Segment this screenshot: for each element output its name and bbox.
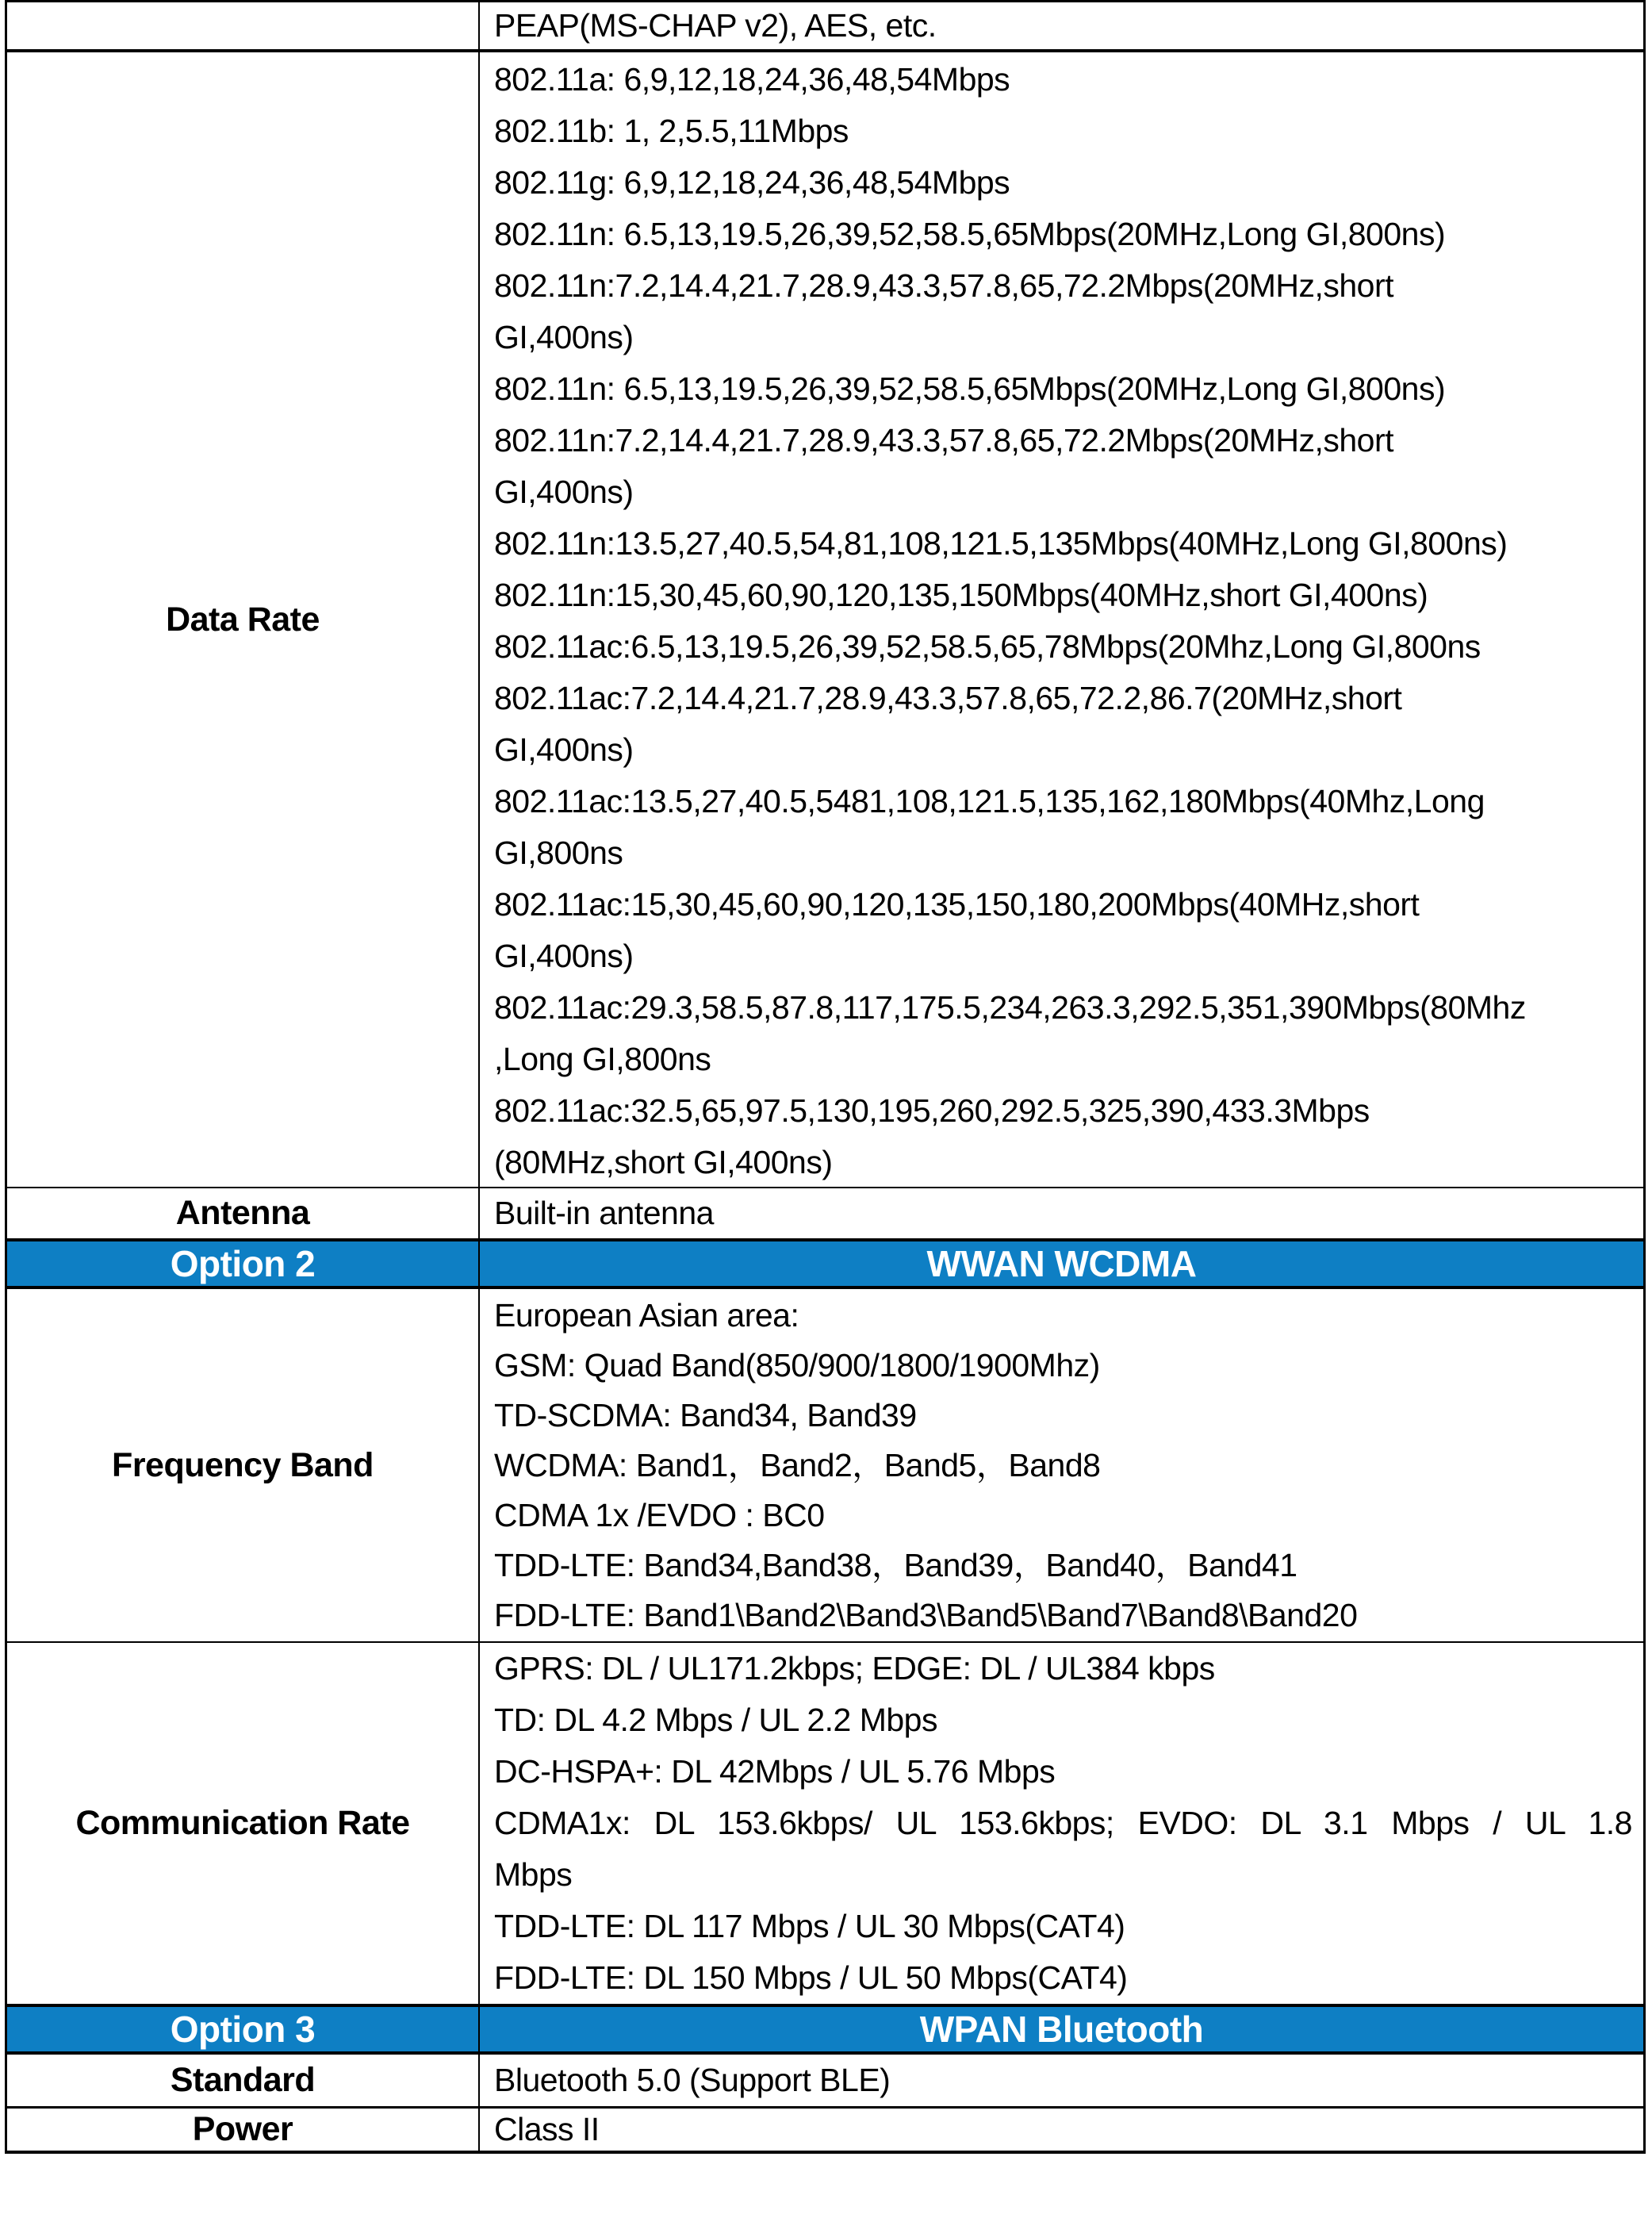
security-row — [7, 2, 1643, 52]
data-rate-line: 802.11n:7.2,14.4,21.7,28.9,43.3,57.8,65,72.2Mbps(20MHz,short — [494, 422, 1393, 459]
data-rate-line: 802.11n: 6.5,13,19.5,26,39,52,58.5,65Mbps(20MHz,Long GI,800ns) — [494, 370, 1446, 407]
frequency-band-line: TDD-LTE: Band34,Band38，Band39，Band40，Band41 — [494, 1547, 1297, 1583]
option2-header-row — [7, 1238, 1643, 1289]
data-rate-label: Data Rate — [7, 52, 480, 1187]
communication-rate-line: TDD-LTE: DL 117 Mbps / UL 30 Mbps(CAT4) — [494, 1908, 1125, 1944]
option2-label: Option 2 — [7, 1241, 480, 1286]
data-rate-line: GI,400ns) — [494, 474, 634, 510]
communication-rate-line: Mbps — [494, 1856, 573, 1893]
standard-value: Bluetooth 5.0 (Support BLE) — [494, 2062, 891, 2098]
data-rate-line: 802.11n:15,30,45,60,90,120,135,150Mbps(40MHz,short GI,400ns) — [494, 577, 1428, 613]
antenna-value: Built-in antenna — [494, 1195, 714, 1231]
data-rate-line: 802.11ac:32.5,65,97.5,130,195,260,292.5,325,390,433.3Mbps — [494, 1092, 1370, 1129]
frequency-band-row — [7, 1289, 1643, 1643]
communication-rate-row — [7, 1643, 1643, 2004]
frequency-band-label: Frequency Band — [7, 1289, 480, 1641]
frequency-band-line: European Asian area: — [494, 1297, 799, 1333]
data-rate-line: 802.11n:13.5,27,40.5,54,81,108,121.5,135Mbps(40MHz,Long GI,800ns) — [494, 525, 1508, 562]
option3-header-row — [7, 2004, 1643, 2055]
frequency-band-line: FDD-LTE: Band1\Band2\Band3\Band5\Band7\Band8\Band20 — [494, 1597, 1358, 1633]
communication-rate-line: TD: DL 4.2 Mbps / UL 2.2 Mbps — [494, 1702, 937, 1738]
communication-rate-line: FDD-LTE: DL 150 Mbps / UL 50 Mbps(CAT4) — [494, 1959, 1128, 1996]
data-rate-line: 802.11n:7.2,14.4,21.7,28.9,43.3,57.8,65,72.2Mbps(20MHz,short — [494, 267, 1393, 304]
frequency-band-line: WCDMA: Band1，Band2，Band5，Band8 — [494, 1447, 1101, 1483]
data-rate-line: GI,800ns — [494, 835, 623, 871]
data-rate-line: 802.11g: 6,9,12,18,24,36,48,54Mbps — [494, 164, 1010, 201]
power-value: Class II — [494, 2111, 600, 2147]
data-rate-line: 802.11ac:7.2,14.4,21.7,28.9,43.3,57.8,65,72.2,86.7(20MHz,short — [494, 680, 1402, 716]
security-row-value: PEAP(MS-CHAP v2), AES, etc. — [494, 7, 937, 44]
frequency-band-line: TD-SCDMA: Band34, Band39 — [494, 1397, 917, 1433]
data-rate-line: 802.11ac:13.5,27,40.5,5481,108,121.5,135,162,180Mbps(40Mhz,Long — [494, 783, 1485, 819]
security-row-label-cell — [7, 2, 480, 49]
data-rate-values — [480, 52, 1643, 1187]
data-rate-line: 802.11b: 1, 2,5.5,11Mbps — [494, 113, 849, 149]
data-rate-line: 802.11a: 6,9,12,18,24,36,48,54Mbps — [494, 61, 1010, 98]
data-rate-line: GI,400ns) — [494, 319, 634, 355]
antenna-label: Antenna — [7, 1188, 480, 1238]
communication-rate-label: Communication Rate — [7, 1643, 480, 2004]
power-row — [7, 2109, 1643, 2154]
data-rate-line: 802.11ac:6.5,13,19.5,26,39,52,58.5,65,78Mbps(20Mhz,Long GI,800ns — [494, 628, 1481, 665]
communication-rate-values — [480, 1643, 1643, 2004]
data-rate-row — [7, 52, 1643, 1188]
option3-label: Option 3 — [7, 2007, 480, 2051]
frequency-band-values — [480, 1289, 1643, 1641]
data-rate-line: (80MHz,short GI,400ns) — [494, 1144, 833, 1180]
data-rate-line: 802.11n: 6.5,13,19.5,26,39,52,58.5,65Mbps(20MHz,Long GI,800ns) — [494, 216, 1446, 252]
data-rate-line: 802.11ac:15,30,45,60,90,120,135,150,180,200Mbps(40MHz,short — [494, 886, 1420, 923]
data-rate-line: 802.11ac:29.3,58.5,87.8,117,175.5,234,263.3,292.5,351,390Mbps(80Mhz — [494, 989, 1526, 1026]
specification-table — [5, 0, 1646, 2154]
communication-rate-line: DC-HSPA+: DL 42Mbps / UL 5.76 Mbps — [494, 1753, 1056, 1790]
power-label: Power — [7, 2109, 480, 2151]
standard-label: Standard — [7, 2055, 480, 2106]
data-rate-line: GI,400ns) — [494, 731, 634, 768]
antenna-row — [7, 1188, 1643, 1238]
standard-row — [7, 2055, 1643, 2109]
option3-title: WPAN Bluetooth — [919, 2009, 1204, 2050]
frequency-band-line: CDMA 1x /EVDO : BC0 — [494, 1497, 825, 1533]
frequency-band-line: GSM: Quad Band(850/900/1800/1900Mhz) — [494, 1347, 1100, 1383]
communication-rate-line: CDMA1x: DL 153.6kbps/ UL 153.6kbps; EVDO: DL 3.1 Mbps / UL 1.8 — [494, 1805, 1632, 1841]
data-rate-line: ,Long GI,800ns — [494, 1041, 711, 1077]
communication-rate-line: GPRS: DL / UL171.2kbps; EDGE: DL / UL384 kbps — [494, 1650, 1215, 1687]
option2-title: WWAN WCDMA — [926, 1243, 1197, 1284]
data-rate-line: GI,400ns) — [494, 938, 634, 974]
